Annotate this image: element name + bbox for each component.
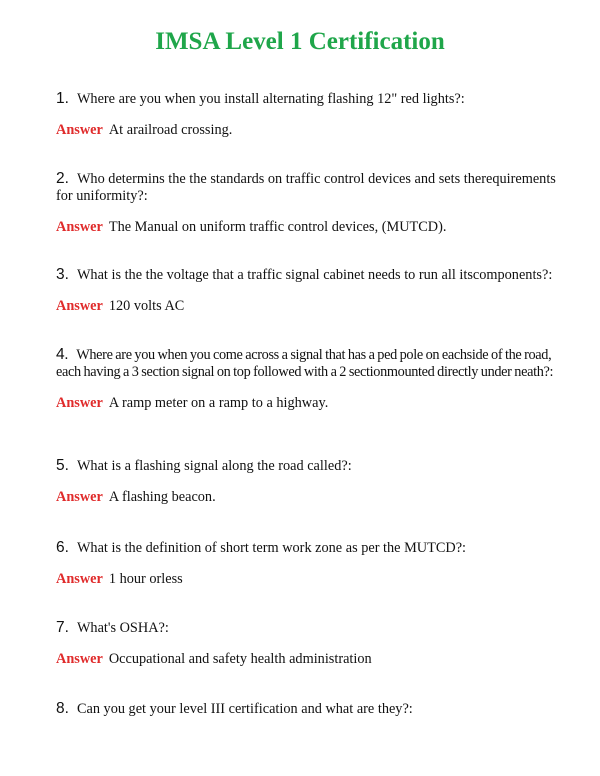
- question-text: Where are you when you install alternating flashing 12" red lights?:: [76, 91, 465, 107]
- qa-item-8: [56, 700, 556, 718]
- qa-item-4: [56, 346, 556, 412]
- question: [56, 90, 556, 108]
- question-text: Who determins the the standards on traffic control devices and sets therequirements for uniformity?:: [56, 171, 556, 204]
- answer: [56, 571, 556, 588]
- qa-item-7: [56, 619, 556, 668]
- question-number: 5.: [56, 457, 69, 474]
- question: [56, 619, 556, 637]
- answer-label: Answer: [56, 219, 103, 235]
- answer: [56, 219, 556, 236]
- question-number: 4.: [56, 346, 69, 363]
- answer: [56, 489, 556, 506]
- qa-item-5: [56, 457, 556, 506]
- question: [56, 700, 556, 718]
- question: [56, 170, 556, 205]
- answer-text: 1 hour orless: [108, 571, 183, 587]
- question-text: Where are you when you come across a signal that has a ped pole on eachside of the road, each having a 3 section signal on top followed with a 2 sectionmounted directly under neath?:: [56, 347, 554, 380]
- answer-label: Answer: [56, 651, 103, 667]
- question-number: 3.: [56, 266, 69, 283]
- qa-item-6: [56, 539, 556, 588]
- answer-label: Answer: [56, 571, 103, 587]
- question: [56, 346, 556, 381]
- page-title: IMSA Level 1 Certification: [155, 28, 445, 55]
- answer-label: Answer: [56, 395, 103, 411]
- answer-text: 120 volts AC: [108, 298, 185, 314]
- answer: [56, 651, 556, 668]
- question: [56, 266, 556, 284]
- question-number: 6.: [56, 539, 69, 556]
- qa-item-3: [56, 266, 556, 315]
- question-text: What's OSHA?:: [76, 620, 169, 636]
- answer-label: Answer: [56, 298, 103, 314]
- question: [56, 539, 556, 557]
- question-text: Can you get your level III certification and what are they?:: [76, 701, 413, 717]
- question-number: 2.: [56, 170, 69, 187]
- question-number: 7.: [56, 619, 69, 636]
- answer: [56, 298, 556, 315]
- answer: [56, 122, 556, 139]
- answer-text: A flashing beacon.: [108, 489, 216, 505]
- answer-label: Answer: [56, 122, 103, 138]
- question: [56, 457, 556, 475]
- question-text: What is the definition of short term work zone as per the MUTCD?:: [76, 540, 467, 556]
- question-number: 8.: [56, 700, 69, 717]
- question-number: 1.: [56, 90, 69, 107]
- qa-item-1: [56, 90, 556, 139]
- answer-text: Occupational and safety health administration: [108, 651, 372, 667]
- answer-text: At arailroad crossing.: [108, 122, 233, 138]
- answer-text: The Manual on uniform traffic control devices, (MUTCD).: [108, 219, 447, 235]
- qa-item-2: [56, 170, 556, 236]
- question-text: What is a flashing signal along the road called?:: [76, 458, 352, 474]
- question-text: What is the the voltage that a traffic signal cabinet needs to run all itscomponents?:: [76, 267, 553, 283]
- answer-label: Answer: [56, 489, 103, 505]
- answer-text: A ramp meter on a ramp to a highway.: [108, 395, 329, 411]
- answer: [56, 395, 556, 412]
